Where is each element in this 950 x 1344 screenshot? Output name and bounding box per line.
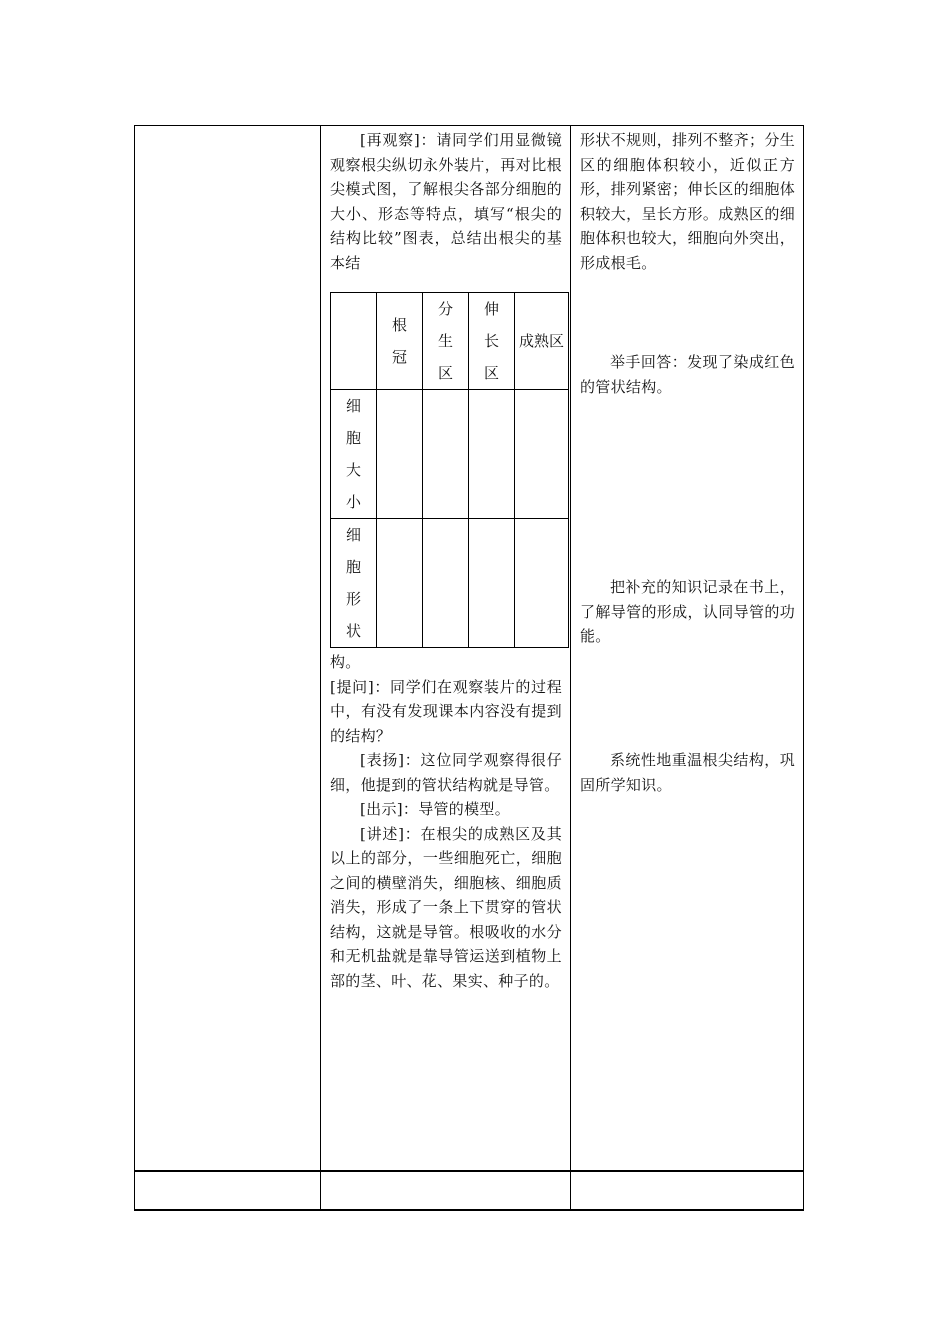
observe-instruction: [再观察]：请同学们用显微镜观察根尖纵切永外装片，再对比根尖模式图，了解根尖各部分细胞的大小、形态等特点，填写“根尖的结构比较”图表，总结出根尖的基本结 [330,131,562,272]
right-student-activity [580,128,795,275]
table-cell [515,519,569,648]
outer-right-border [803,125,804,1211]
student-answer-text: 举手回答：发现了染成红色的管状结构。 [580,353,795,396]
student-review-text: 系统性地重温根尖结构，巩固所学知识。 [580,751,795,794]
column-divider-1 [320,125,321,1211]
table-row-cell-size [331,390,569,519]
lecture-paragraph: 构。 [330,653,361,671]
student-notes-text: 把补充的知识记录在书上，了解导管的形成，认同导管的功能。 [580,578,795,645]
row-label-cell-shape: 细 胞 形 状 [331,519,377,648]
table-cell [469,519,515,648]
right-review-block [580,748,795,797]
header-cell-root-cap: 根 冠 [377,293,423,390]
table-row-cell-shape [331,519,569,648]
table-cell [469,390,515,519]
lecture-paragraph: [出示]：导管的模型。 [360,800,511,818]
table-cell [515,390,569,519]
outer-top-border [134,125,804,126]
outer-row-divider [134,1170,804,1172]
right-notes-block [580,575,795,649]
table-cell [377,390,423,519]
header-cell-meristem: 分 生 区 [423,293,469,390]
header-cell-elongation: 伸 长 区 [469,293,515,390]
row-label-cell-size: 细 胞 大 小 [331,390,377,519]
middle-lecture-text [330,650,562,993]
table-cell [423,390,469,519]
outer-bottom-border [134,1209,804,1211]
header-cell-empty [331,293,377,390]
header-cell-maturation: 成熟区 [515,293,569,390]
table-cell [377,519,423,648]
table-cell [423,519,469,648]
cell-description-text: 形状不规则，排列不整齐；分生区的细胞体积较小，近似正方形，排列紧密；伸长区的细胞体积较大，呈长方形。成熟区的细胞体积也较大，细胞向外突出，形成根毛。 [580,131,795,272]
table-header-row [331,293,569,390]
outer-left-border [134,125,135,1211]
column-divider-2 [570,125,571,1211]
lecture-paragraph: [提问]：同学们在观察装片的过程中，有没有发现课本内容没有提到的结构？ [330,677,562,745]
lecture-paragraph: [讲述]：在根尖的成熟区及其以上的部分，一些细胞死亡，细胞之间的横壁消失，细胞核、细胞质消失，形成了一条上下贯穿的管状结构，这就是导管。根吸收的水分和无机盐就是靠导管运送到植物上部的茎、叶、花、果实、种子的。 [330,824,562,990]
root-tip-comparison-table [330,292,569,648]
right-answer-block [580,350,795,399]
lecture-paragraph: [表扬]：这位同学观察得很仔细，他提到的管状结构就是导管。 [330,751,562,794]
middle-intro-text [330,128,562,278]
